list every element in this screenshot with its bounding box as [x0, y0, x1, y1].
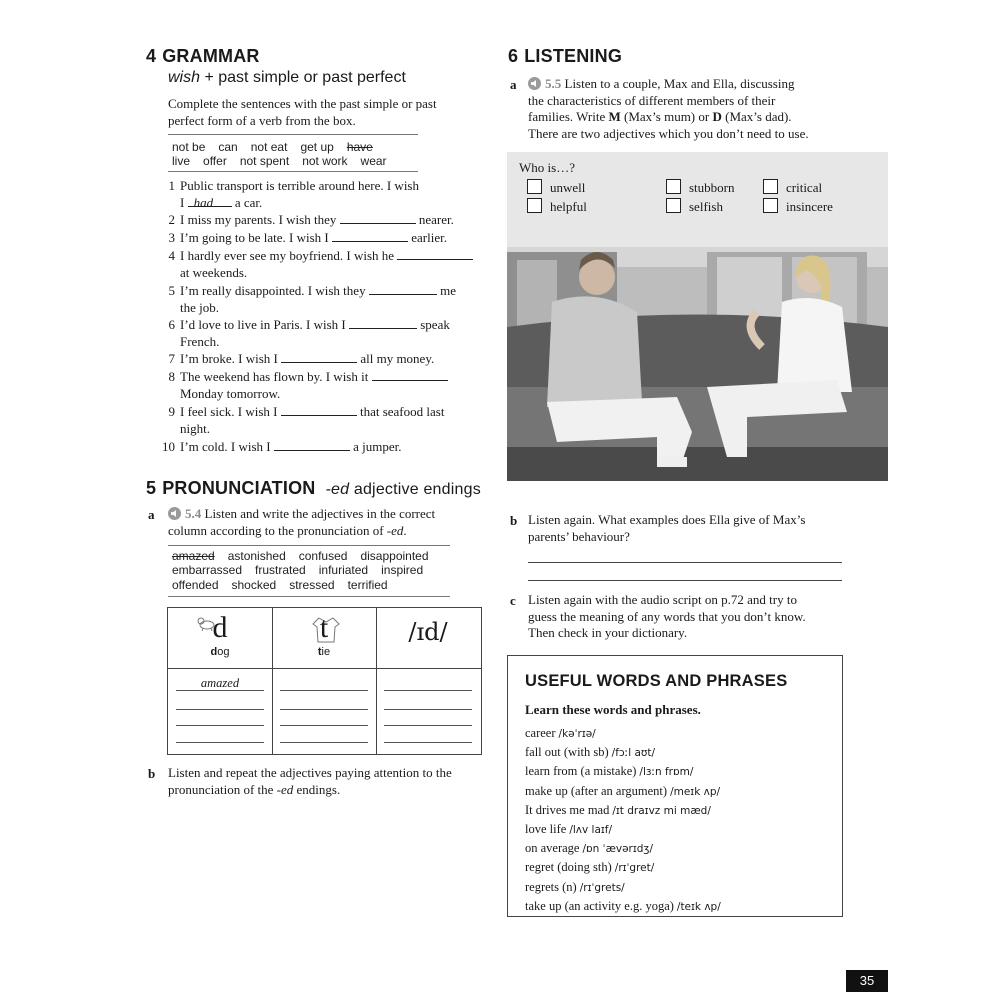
sentence-10: 10 I’m cold. I wish I a jumper.: [162, 439, 402, 454]
answer-line[interactable]: [280, 709, 368, 710]
answer-blank[interactable]: [372, 369, 448, 381]
pron-b-instruction: Listen and repeat the adjectives paying attention to the pronunciation of the -ed endings.: [168, 765, 452, 797]
sentence-8: 8 The weekend has flown by. I wish it Monday tomorrow.: [162, 369, 448, 402]
answer-line[interactable]: amazed: [176, 676, 264, 691]
useful-phrase-item: [525, 762, 835, 781]
audio-icon[interactable]: [168, 507, 181, 520]
answer-line[interactable]: [280, 742, 368, 743]
phrase-term: love life: [525, 822, 567, 837]
checkbox[interactable]: [666, 179, 681, 194]
grammar-subtitle: wish + past simple or past perfect: [168, 69, 406, 86]
useful-phrase-item: [525, 878, 835, 897]
phrase-term: take up (an activity e.g. yoga): [525, 898, 674, 913]
word-box-item: can: [218, 140, 238, 154]
pron-box-bottom-rule: [168, 596, 450, 597]
useful-phrase-item: [525, 820, 835, 839]
pron-word-box-row2: [172, 563, 436, 577]
answer-line[interactable]: [528, 562, 842, 563]
checklist-item[interactable]: critical: [763, 179, 822, 197]
sentence-1: 1 Public transport is terrible around here. I wish I had a car.: [168, 178, 419, 210]
phrase-ipa: /ɪt draɪvz mi mæd/: [612, 804, 711, 817]
answer-blank[interactable]: [369, 283, 437, 295]
grammar-word-box-row2: [172, 154, 400, 168]
sentence-3: 3 I’m going to be late. I wish I earlier.: [168, 230, 447, 245]
pronunciation-heading: 5 PRONUNCIATION -ed adjective endings: [146, 478, 481, 498]
audio-icon[interactable]: [528, 77, 541, 90]
word-box-item: embarrassed: [172, 563, 243, 577]
useful-phrase-item: [525, 839, 835, 858]
dog-icon: [197, 616, 217, 632]
col-t-header: t tie: [272, 612, 376, 658]
useful-phrase-item: [525, 897, 835, 916]
col-id-header: /ɪd/: [408, 618, 448, 646]
word-box-item: not work: [302, 154, 348, 168]
sentence-7: 7 I’m broke. I wish I all my money.: [168, 351, 435, 366]
word-box-item: terrified: [347, 578, 388, 592]
word-box-item: inspired: [381, 563, 424, 577]
sentence-6: 6 I’d love to live in Paris. I wish I speak French.: [168, 317, 450, 349]
listening-photo-panel: [507, 152, 888, 481]
phrase-ipa: /lɜːn frɒm/: [639, 766, 694, 779]
answer-line[interactable]: [176, 725, 264, 726]
word-box-item: live: [172, 154, 191, 168]
pron-word-box-row3: [172, 578, 401, 592]
word-box-item: disappointed: [360, 549, 429, 563]
phrase-ipa: /lʌv laɪf/: [569, 824, 613, 837]
word-box-item: infuriated: [318, 563, 369, 577]
word-box-item: not spent: [239, 154, 290, 168]
phrase-term: make up (after an argument): [525, 783, 668, 798]
phrase-term: regrets (n): [525, 879, 577, 894]
useful-words-list: [525, 724, 835, 916]
listen-c-label: c: [510, 593, 516, 608]
checklist-item[interactable]: stubborn: [666, 179, 735, 197]
answer-blank[interactable]: [340, 212, 416, 224]
sentence-2: 2 I miss my parents. I wish they nearer.: [168, 212, 454, 227]
phrase-ipa: /teɪk ʌp/: [676, 900, 721, 913]
phrase-term: fall out (with sb): [525, 745, 609, 760]
answer-blank[interactable]: [332, 230, 408, 242]
pron-word-box-row1: [172, 549, 442, 563]
listen-b-label: b: [510, 513, 518, 528]
answer-blank[interactable]: [397, 248, 473, 260]
word-box-item: have: [346, 140, 373, 154]
listen-c-instruction: Listen again with the audio script on p.72 and try to guess the meaning of any words that you don’t know. Then check in your dictionary.: [528, 592, 806, 640]
word-box-item: offer: [203, 154, 227, 168]
answer-line[interactable]: [384, 709, 472, 710]
pron-a-label: a: [148, 507, 155, 522]
word-box-item: shocked: [231, 578, 277, 592]
checklist-item[interactable]: selfish: [666, 198, 723, 216]
word-box-item: astonished: [227, 549, 286, 563]
listen-a-label: a: [510, 77, 517, 92]
who-is-label: Who is…?: [519, 160, 575, 175]
checkbox[interactable]: [666, 198, 681, 213]
useful-phrase-item: [525, 858, 835, 877]
checkbox[interactable]: [763, 179, 778, 194]
checklist-item[interactable]: helpful: [527, 198, 587, 216]
useful-phrase-item: [525, 743, 835, 762]
phrase-ipa: /fɔːl aʊt/: [611, 747, 656, 760]
answer-line[interactable]: [528, 580, 842, 581]
listen-b-instruction: Listen again. What examples does Ella give of Max’s parents’ behaviour?: [528, 512, 806, 544]
useful-phrase-item: [525, 801, 835, 820]
pron-b-label: b: [148, 766, 156, 781]
grammar-instruction: Complete the sentences with the past simple or past perfect form of a verb from the box.: [168, 96, 437, 128]
useful-words-box: [507, 655, 843, 917]
phrase-ipa: /kəˈrɪə/: [558, 728, 596, 740]
word-box-item: confused: [298, 549, 348, 563]
word-box-item: stressed: [289, 578, 335, 592]
grammar-word-box-row1: [172, 140, 386, 154]
phrase-ipa: /rɪˈgrets/: [579, 881, 625, 894]
grammar-heading: 4 GRAMMAR: [146, 46, 260, 66]
listening-heading: 6 LISTENING: [508, 46, 623, 66]
checklist-item[interactable]: unwell: [527, 179, 585, 197]
word-box-item: not eat: [250, 140, 288, 154]
answer-blank[interactable]: [281, 404, 357, 416]
answer-line[interactable]: [384, 690, 472, 691]
word-box-item: not be: [172, 140, 206, 154]
useful-words-title: USEFUL WORDS AND PHRASES: [525, 672, 788, 690]
answer-line[interactable]: [176, 709, 264, 710]
word-box-item: amazed: [172, 549, 215, 563]
word-box-item: get up: [300, 140, 334, 154]
answer-line[interactable]: [384, 725, 472, 726]
answer-blank[interactable]: [349, 317, 417, 329]
checkbox[interactable]: [527, 198, 542, 213]
phrase-term: learn from (a mistake): [525, 764, 637, 779]
useful-words-subtitle: Learn these words and phrases.: [525, 702, 701, 717]
checkbox[interactable]: [527, 179, 542, 194]
phrase-ipa: /ɒn ˈævərɪdʒ/: [582, 843, 654, 856]
answer-blank[interactable]: [274, 439, 350, 451]
phrase-term: career: [525, 726, 556, 740]
phrase-term: on average: [525, 841, 580, 856]
word-box-item: wear: [360, 154, 387, 168]
word-box-bottom-rule: [168, 171, 418, 172]
listen-a-instruction: 5.5 Listen to a couple, Max and Ella, discussing the characteristics of different members of their families. Write M (Max’s mum) or D (Max’s dad). There are two adjectives which you don’t need to use.: [528, 76, 809, 141]
answer-blank[interactable]: had: [188, 195, 232, 207]
phrase-term: regret (doing sth): [525, 860, 612, 875]
phrase-ipa: /rɪˈgret/: [614, 862, 655, 875]
word-box-item: offended: [172, 578, 219, 592]
checkbox[interactable]: [763, 198, 778, 213]
answer-line[interactable]: [280, 725, 368, 726]
word-box-top-rule: [168, 134, 418, 135]
col-d-header: d dog: [168, 612, 272, 658]
answer-line[interactable]: [280, 690, 368, 691]
useful-phrase-item: [525, 724, 835, 743]
sentence-4: 4 I hardly ever see my boyfriend. I wish he at weekends.: [162, 248, 473, 281]
answer-line[interactable]: [384, 742, 472, 743]
answer-line[interactable]: [176, 742, 264, 743]
phrase-ipa: /meɪk ʌp/: [670, 785, 721, 798]
word-box-item: frustrated: [255, 563, 306, 577]
pron-a-instruction: 5.4 Listen and write the adjectives in the correct column according to the pronunciation of -ed.: [168, 506, 436, 538]
page-number: 35: [846, 970, 888, 992]
answer-blank[interactable]: [281, 351, 357, 363]
sentence-9: 9 I feel sick. I wish I that seafood last night.: [168, 404, 445, 436]
checklist-item[interactable]: insincere: [763, 198, 833, 216]
phrase-term: It drives me mad: [525, 802, 610, 817]
sentence-5: 5 I’m really disappointed. I wish they me the job.: [168, 283, 456, 315]
useful-phrase-item: [525, 782, 835, 801]
pron-box-top-rule: [168, 545, 450, 546]
pronunciation-table: [167, 607, 482, 755]
